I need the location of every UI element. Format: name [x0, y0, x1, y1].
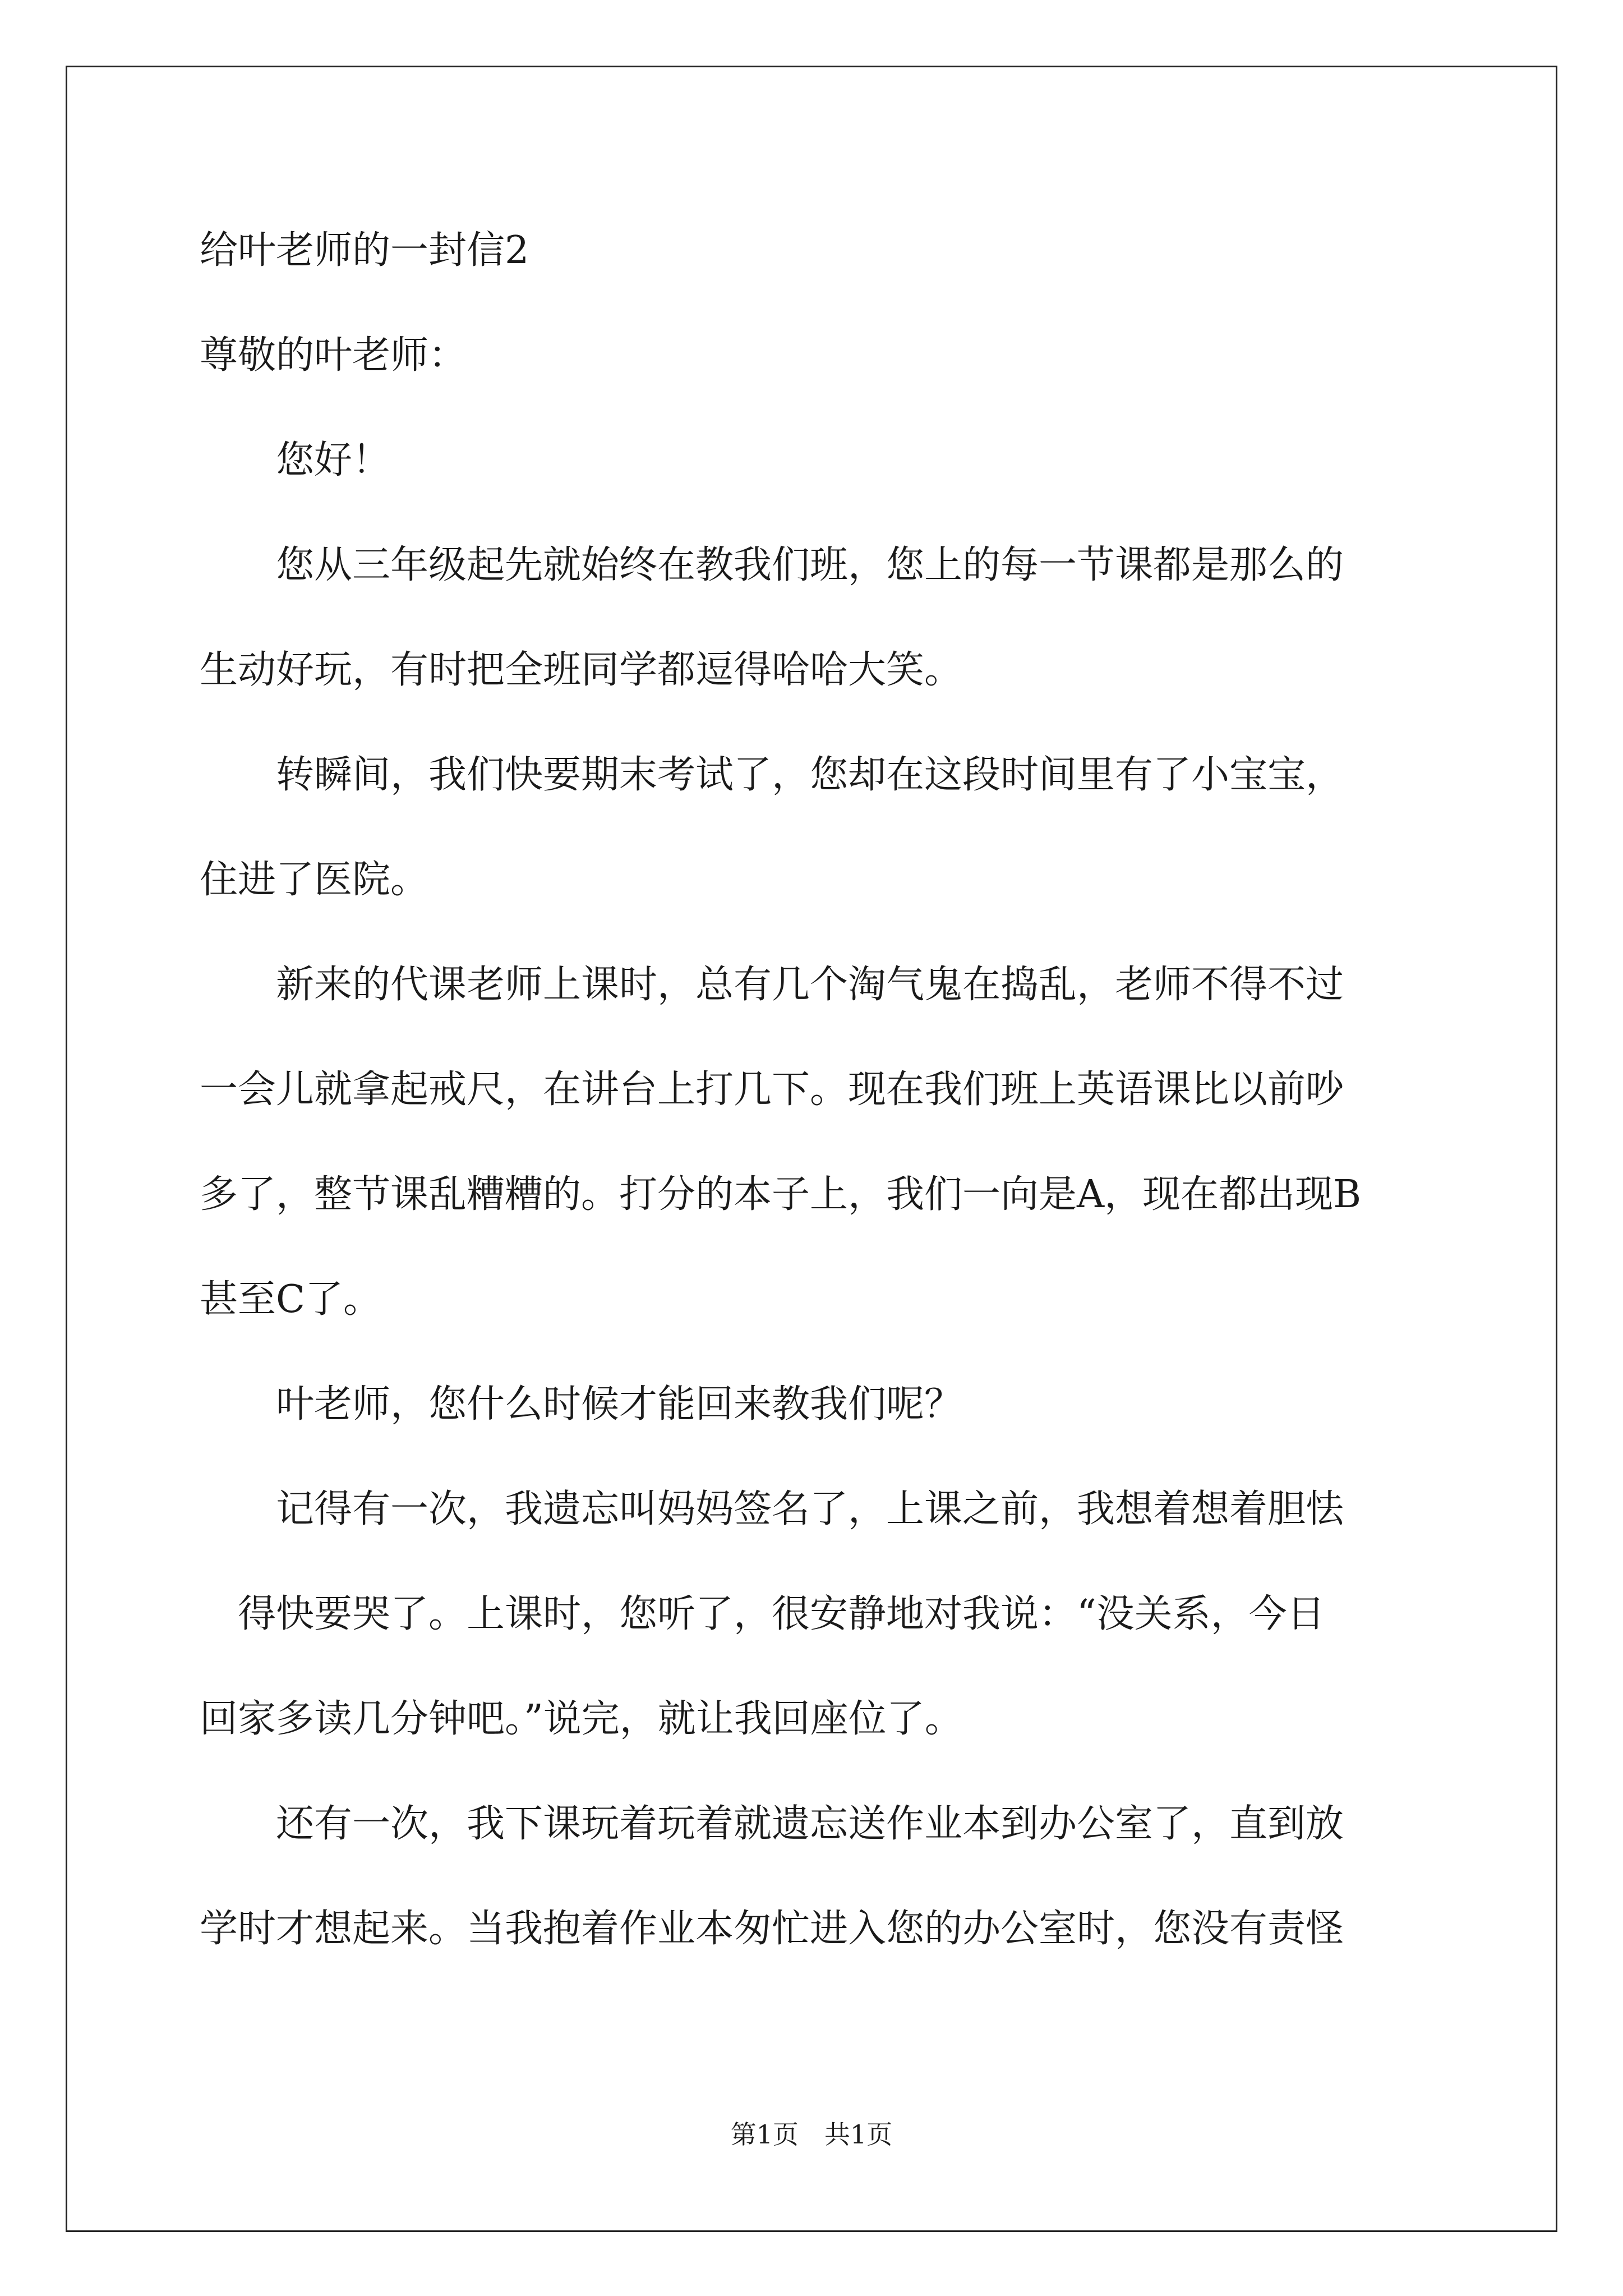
- paragraph-line: 甚至C了。: [200, 1277, 382, 1322]
- paragraph-line: 您从三年级起先就始终在教我们班，您上的每一节课都是那么的: [200, 543, 1344, 587]
- paragraph-line: 多了，整节课乱糟糟的。打分的本子上，我们一向是A，现在都出现B: [200, 1172, 1362, 1217]
- paragraph-line: 转瞬间，我们快要期末考试了，您却在这段时间里有了小宝宝，: [200, 753, 1344, 797]
- letter-title: 给叶老师的一封信2: [200, 228, 529, 273]
- paragraph-line: 一会儿就拿起戒尺，在讲台上打几下。现在我们班上英语课比以前吵: [200, 1068, 1344, 1112]
- paragraph-line: 住进了医院。: [200, 858, 429, 902]
- paragraph-line: 新来的代课老师上课时，总有几个淘气鬼在捣乱，老师不得不过: [200, 963, 1344, 1007]
- paragraph-line: 生动好玩，有时把全班同学都逗得哈哈大笑。: [200, 648, 963, 692]
- salutation: 尊敬的叶老师：: [200, 333, 467, 378]
- paragraph-line: 叶老师，您什么时候才能回来教我们呢？: [200, 1382, 963, 1427]
- greeting: 您好！: [200, 438, 391, 482]
- paragraph-line: 学时才想起来。当我抱着作业本匆忙进入您的办公室时，您没有责怪: [200, 1907, 1344, 1951]
- paragraph-line: 还有一次，我下课玩着玩着就遗忘送作业本到办公室了，直到放: [200, 1802, 1344, 1846]
- page-number-footer: 第1页 共1页: [730, 2119, 893, 2150]
- paragraph-line: 得快要哭了。上课时，您听了，很安静地对我说：“没关系，今日: [200, 1592, 1325, 1636]
- paragraph-line: 回家多读几分钟吧。”说完，就让我回座位了。: [200, 1697, 963, 1741]
- paragraph-line: 记得有一次，我遗忘叫妈妈签名了，上课之前，我想着想着胆怯: [200, 1487, 1344, 1531]
